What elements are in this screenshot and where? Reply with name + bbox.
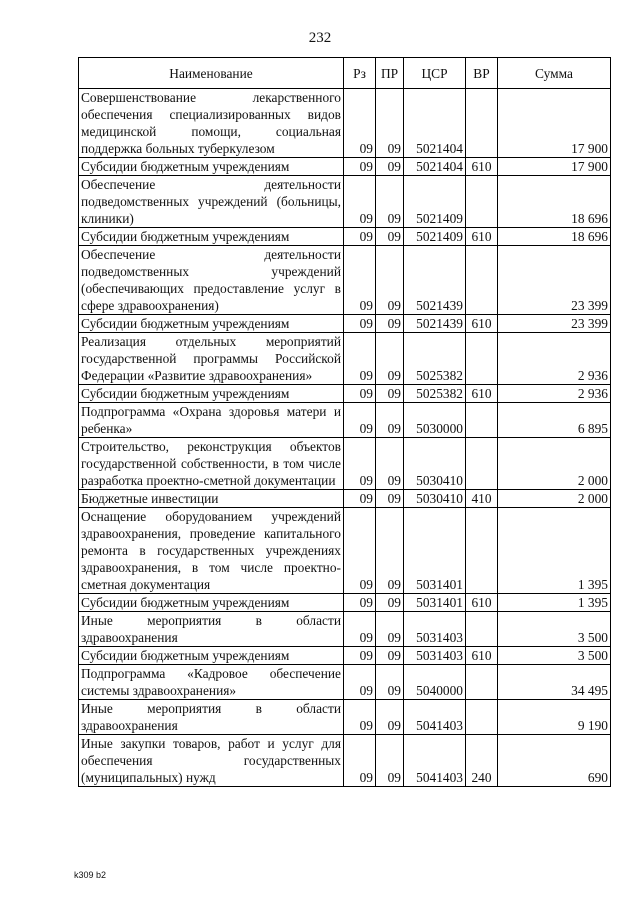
cell-sum: 6 895	[498, 403, 611, 438]
cell-csr: 5025382	[404, 385, 466, 403]
cell-csr: 5030410	[404, 438, 466, 490]
cell-csr: 5041403	[404, 700, 466, 735]
cell-pr: 09	[376, 594, 404, 612]
cell-rz: 09	[344, 490, 376, 508]
cell-sum: 3 500	[498, 647, 611, 665]
header-csr: ЦСР	[404, 58, 466, 89]
cell-name: Иные закупки товаров, работ и услуг для обеспечения государственных (муниципальных) нужд	[79, 735, 344, 787]
cell-pr: 09	[376, 647, 404, 665]
cell-name: Подпрограмма «Охрана здоровья матери и ребенка»	[79, 403, 344, 438]
table-row	[79, 647, 611, 665]
cell-rz: 09	[344, 333, 376, 385]
table-row	[79, 246, 611, 315]
table-header-row	[79, 58, 611, 89]
cell-name: Субсидии бюджетным учреждениям	[79, 647, 344, 665]
cell-pr: 09	[376, 438, 404, 490]
cell-sum: 1 395	[498, 508, 611, 594]
table-row	[79, 333, 611, 385]
cell-vr: 610	[466, 158, 498, 176]
table-row	[79, 403, 611, 438]
cell-csr: 5031403	[404, 612, 466, 647]
cell-vr	[466, 176, 498, 228]
cell-sum: 3 500	[498, 612, 611, 647]
cell-sum: 17 900	[498, 158, 611, 176]
cell-name: Иные мероприятия в области здравоохранения	[79, 700, 344, 735]
cell-sum: 18 696	[498, 176, 611, 228]
cell-vr: 610	[466, 228, 498, 246]
cell-csr: 5031401	[404, 508, 466, 594]
cell-rz: 09	[344, 403, 376, 438]
header-rz: Рз	[344, 58, 376, 89]
cell-name: Подпрограмма «Кадровое обеспечение системы здравоохранения»	[79, 665, 344, 700]
table-row	[79, 89, 611, 158]
cell-rz: 09	[344, 700, 376, 735]
cell-rz: 09	[344, 594, 376, 612]
cell-pr: 09	[376, 735, 404, 787]
cell-name: Субсидии бюджетным учреждениям	[79, 315, 344, 333]
cell-vr	[466, 508, 498, 594]
cell-rz: 09	[344, 438, 376, 490]
table-row	[79, 315, 611, 333]
cell-pr: 09	[376, 612, 404, 647]
budget-table	[78, 57, 611, 787]
table-row	[79, 176, 611, 228]
table-row	[79, 438, 611, 490]
cell-rz: 09	[344, 612, 376, 647]
cell-csr: 5040000	[404, 665, 466, 700]
cell-sum: 1 395	[498, 594, 611, 612]
cell-sum: 23 399	[498, 246, 611, 315]
cell-csr: 5021439	[404, 315, 466, 333]
header-name: Наименование	[79, 58, 344, 89]
cell-rz: 09	[344, 647, 376, 665]
cell-sum: 2 936	[498, 385, 611, 403]
cell-csr: 5041403	[404, 735, 466, 787]
table-row	[79, 508, 611, 594]
page-number: 232	[308, 30, 332, 46]
table-row	[79, 594, 611, 612]
cell-csr: 5030000	[404, 403, 466, 438]
cell-csr: 5031401	[404, 594, 466, 612]
cell-rz: 09	[344, 228, 376, 246]
cell-pr: 09	[376, 665, 404, 700]
cell-pr: 09	[376, 158, 404, 176]
table-row	[79, 490, 611, 508]
cell-pr: 09	[376, 246, 404, 315]
cell-csr: 5021409	[404, 228, 466, 246]
cell-vr	[466, 89, 498, 158]
cell-sum: 2 936	[498, 333, 611, 385]
cell-rz: 09	[344, 89, 376, 158]
cell-pr: 09	[376, 490, 404, 508]
cell-pr: 09	[376, 315, 404, 333]
cell-vr	[466, 246, 498, 315]
cell-rz: 09	[344, 665, 376, 700]
cell-name: Субсидии бюджетным учреждениям	[79, 228, 344, 246]
cell-name: Субсидии бюджетным учреждениям	[79, 158, 344, 176]
cell-rz: 09	[344, 385, 376, 403]
cell-pr: 09	[376, 228, 404, 246]
cell-vr	[466, 333, 498, 385]
cell-pr: 09	[376, 385, 404, 403]
cell-vr	[466, 612, 498, 647]
cell-vr: 610	[466, 315, 498, 333]
table-row	[79, 612, 611, 647]
cell-sum: 34 495	[498, 665, 611, 700]
cell-name: Реализация отдельных мероприятий государственной программы Российской Федерации «Развитие здравоохранения»	[79, 333, 344, 385]
table-row	[79, 385, 611, 403]
cell-rz: 09	[344, 246, 376, 315]
cell-vr	[466, 438, 498, 490]
cell-rz: 09	[344, 176, 376, 228]
cell-rz: 09	[344, 158, 376, 176]
cell-pr: 09	[376, 403, 404, 438]
cell-pr: 09	[376, 89, 404, 158]
cell-csr: 5025382	[404, 333, 466, 385]
cell-vr: 240	[466, 735, 498, 787]
cell-sum: 2 000	[498, 438, 611, 490]
cell-vr	[466, 665, 498, 700]
header-sum: Сумма	[498, 58, 611, 89]
cell-sum: 690	[498, 735, 611, 787]
table-row	[79, 700, 611, 735]
cell-pr: 09	[376, 700, 404, 735]
cell-name: Оснащение оборудованием учреждений здравоохранения, проведение капитального ремонта в государственных учреждениях здравоохранения, в том числе проектно-сметная документация	[79, 508, 344, 594]
cell-name: Совершенствование лекарственного обеспечения специализированных видов медицинской помощи, социальная поддержка больных туберкулезом	[79, 89, 344, 158]
header-vr: ВР	[466, 58, 498, 89]
cell-rz: 09	[344, 315, 376, 333]
cell-csr: 5021409	[404, 176, 466, 228]
cell-name: Субсидии бюджетным учреждениям	[79, 594, 344, 612]
cell-sum: 2 000	[498, 490, 611, 508]
cell-rz: 09	[344, 735, 376, 787]
table-row	[79, 665, 611, 700]
cell-csr: 5021439	[404, 246, 466, 315]
header-pr: ПР	[376, 58, 404, 89]
cell-csr: 5030410	[404, 490, 466, 508]
cell-pr: 09	[376, 333, 404, 385]
footer-code: k309 b2	[74, 870, 107, 880]
cell-name: Строительство, реконструкция объектов государственной собственности, в том числе разработка проектно-сметной документации	[79, 438, 344, 490]
cell-sum: 17 900	[498, 89, 611, 158]
cell-csr: 5031403	[404, 647, 466, 665]
cell-vr: 610	[466, 385, 498, 403]
cell-name: Обеспечение деятельности подведомственных учреждений (больницы, клиники)	[79, 176, 344, 228]
cell-csr: 5021404	[404, 89, 466, 158]
cell-vr: 410	[466, 490, 498, 508]
cell-name: Обеспечение деятельности подведомственных учреждений (обеспечивающих предоставление услуг в сфере здравоохранения)	[79, 246, 344, 315]
cell-name: Субсидии бюджетным учреждениям	[79, 385, 344, 403]
cell-sum: 18 696	[498, 228, 611, 246]
cell-sum: 23 399	[498, 315, 611, 333]
cell-sum: 9 190	[498, 700, 611, 735]
cell-name: Бюджетные инвестиции	[79, 490, 344, 508]
cell-rz: 09	[344, 508, 376, 594]
cell-vr: 610	[466, 594, 498, 612]
cell-pr: 09	[376, 176, 404, 228]
table-row	[79, 228, 611, 246]
cell-vr	[466, 403, 498, 438]
cell-vr	[466, 700, 498, 735]
table-row	[79, 158, 611, 176]
cell-pr: 09	[376, 508, 404, 594]
cell-vr: 610	[466, 647, 498, 665]
cell-name: Иные мероприятия в области здравоохранения	[79, 612, 344, 647]
table-row	[79, 735, 611, 787]
cell-csr: 5021404	[404, 158, 466, 176]
